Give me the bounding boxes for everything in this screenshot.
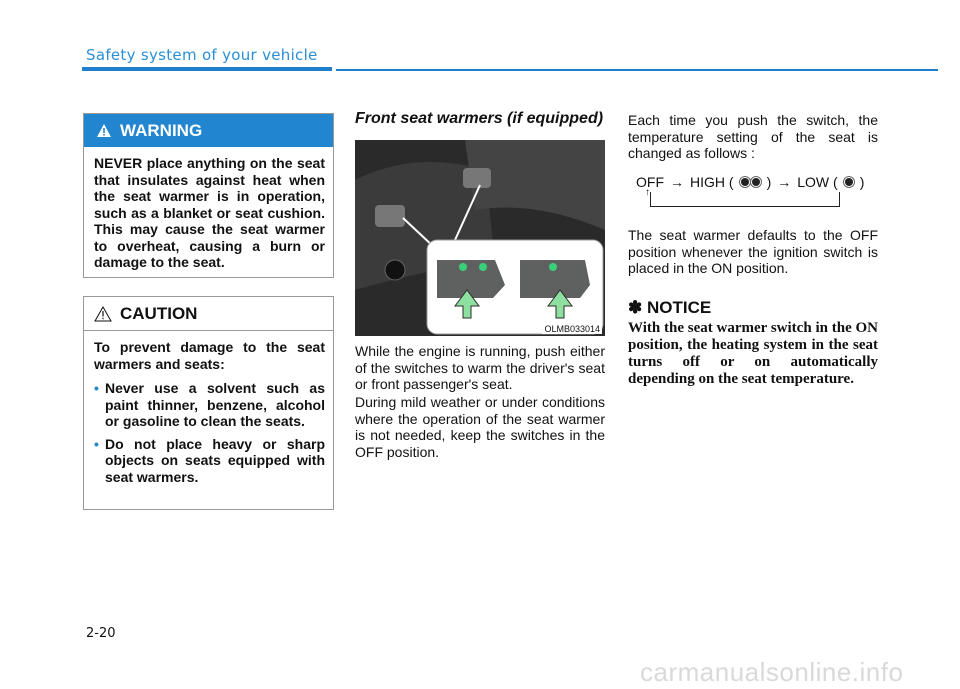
paragraph: Each time you push the switch, the temperature setting of the seat is changed as follows : [628, 112, 878, 161]
seq-low: LOW ( [797, 174, 838, 190]
indicator-led [549, 263, 557, 271]
seq-close: ) [766, 174, 772, 190]
temperature-sequence [636, 174, 864, 190]
sequence-return-arrow: ↑ [645, 187, 650, 198]
caution-body [84, 331, 333, 485]
seat-warmer-photo [355, 140, 605, 336]
console-illustration [355, 140, 605, 336]
section-title: Safety system of your vehicle [86, 46, 318, 64]
warning-title: WARNING [120, 120, 203, 140]
caution-intro: To prevent damage to the seat warmers and seats: [94, 339, 325, 372]
seq-high: HIGH ( [690, 174, 734, 190]
caution-list [94, 380, 325, 485]
warning-box [83, 113, 334, 278]
high-indicator-icon [740, 178, 761, 186]
indicator-led [479, 263, 487, 271]
warning-text: NEVER place anything on the seat that insulates against heat when the seat warmer is in operation, such as a blanket or seat cushion. This may cause the seat warmer to overheat, causing a burn or damage to the seat. [94, 155, 325, 270]
seq-arrow: → [670, 174, 684, 190]
switch-left-photo [375, 205, 405, 227]
notice-text: With the seat warmer switch in the ON position, the heating system in the seat turns off or on automatically depending on the seat temperature. [628, 320, 878, 387]
paragraph: While the engine is running, push either of the switches to warm the driver's seat or front passenger's seat. [355, 343, 605, 392]
warning-header [84, 114, 333, 147]
watermark: carmanualsonline.info [640, 657, 904, 687]
switch-right-photo [463, 168, 491, 188]
notice-title: ✽ NOTICE [628, 298, 712, 317]
seq-close: ) [859, 174, 865, 190]
warning-triangle-icon [96, 123, 112, 138]
seq-arrow: → [777, 174, 792, 190]
caution-title: CAUTION [120, 303, 198, 323]
low-indicator-icon [844, 178, 854, 186]
caution-header [84, 297, 333, 331]
page-number: 2-20 [86, 626, 116, 641]
seq-off: OFF [636, 174, 664, 190]
paragraph: The seat warmer defaults to the OFF position whenever the ignition switch is placed in the ON position. [628, 227, 878, 276]
image-caption: OLMB033014 [544, 324, 600, 334]
caution-item: • Never use a solvent such as paint thinner, benzene, alcohol or gasoline to clean the seats. [94, 380, 325, 430]
paragraph: During mild weather or under conditions where the operation of the seat warmer is not needed, keep the switches in the OFF position. [355, 394, 605, 460]
seat-warmer-switch-left [437, 260, 505, 298]
caution-item: • Do not place heavy or sharp objects on seats equipped with seat warmers. [94, 436, 325, 486]
header-rule-thick [82, 67, 332, 71]
sequence-loop-line [650, 192, 840, 207]
indicator-led [459, 263, 467, 271]
section-heading: Front seat warmers (if equipped) [355, 110, 604, 127]
caution-triangle-icon [94, 306, 112, 322]
caution-box [83, 296, 334, 510]
header-rule-thin [336, 69, 938, 71]
